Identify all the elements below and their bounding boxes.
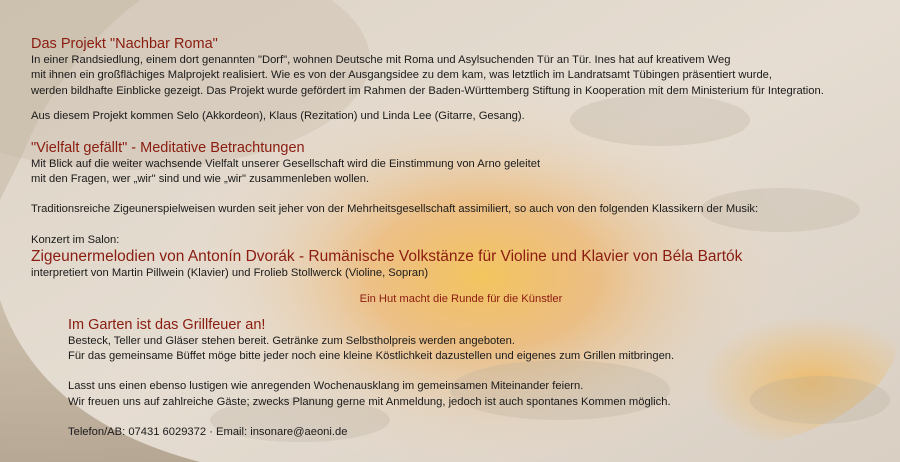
- paragraph-line: werden bildhafte Einblicke gezeigt. Das Projekt wurde gefördert im Rahmen der Baden-Württemberg Stiftung in Kooperation mit dem Ministerium für Integration.: [31, 84, 824, 97]
- section-title-nachbar-roma: Das Projekt "Nachbar Roma": [31, 36, 218, 52]
- paragraph-line: Für das gemeinsame Büffet möge bitte jeder noch eine kleine Köstlichkeit dazustellen und eigenes zum Grillen mitbringen.: [68, 350, 675, 363]
- paragraph-line: Wir freuen uns auf zahlreiche Gäste; zwecks Planung gerne mit Anmeldung, jedoch ist auch spontanes Kommen möglich.: [68, 395, 671, 408]
- paragraph-line: Mit Blick auf die weiter wachsende Vielfalt unserer Gesellschaft wird die Einstimmung von Arno geleitet: [31, 157, 541, 170]
- garden-title: Im Garten ist das Grillfeuer an!: [68, 316, 266, 333]
- hat-note: Ein Hut macht die Runde für die Künstler: [359, 292, 563, 305]
- performers-line: Aus diesem Projekt kommen Selo (Akkordeon), Klaus (Rezitation) und Linda Lee (Gitarre, Gesang).: [31, 110, 525, 123]
- section-title-vielfalt: "Vielfalt gefällt" - Meditative Betrachtungen: [31, 139, 305, 156]
- paragraph-line: mit den Fragen, wer „wir" sind und wie „wir" zusammenleben wollen.: [31, 173, 370, 186]
- concert-title: Zigeunermelodien von Antonín Dvorák - Rumänische Volkstänze für Violine und Klavier von Béla Bartók: [31, 248, 743, 266]
- paragraph-line: Lasst uns einen ebenso lustigen wie anregenden Wochenausklang im gemeinsamen Miteinander feiern.: [68, 380, 584, 393]
- paragraph-line: In einer Randsiedlung, einem dort genannten "Dorf", wohnen Deutsche mit Roma und Asylsuchenden Tür an Tür. Ines hat auf kreativem Weg: [31, 54, 731, 66]
- paragraph-line: Besteck, Teller und Gläser stehen bereit. Getränke zum Selbstholpreis werden angeboten.: [68, 334, 515, 347]
- concert-label: Konzert im Salon:: [31, 233, 120, 246]
- contact-line: Telefon/AB: 07431 6029372 · Email: insonare@aeoni.de: [68, 426, 348, 439]
- tradition-line: Traditionsreiche Zigeunerspielweisen wurden seit jeher von der Mehrheitsgesellschaft assimiliert, so auch von den folgenden Klassikern der Musik:: [31, 203, 759, 216]
- invitation-text: [31, 36, 891, 441]
- paragraph-line: mit ihnen ein großflächiges Malprojekt realisiert. Wie es von der Ausgangsidee zu dem kam, was letztlich im Landratsamt Tübingen präsentiert wurde,: [31, 69, 773, 82]
- garden-section: [68, 317, 891, 441]
- concert-performers: interpretiert von Martin Pillwein (Klavier) und Frolieb Stollwerck (Violine, Sopran): [31, 267, 429, 280]
